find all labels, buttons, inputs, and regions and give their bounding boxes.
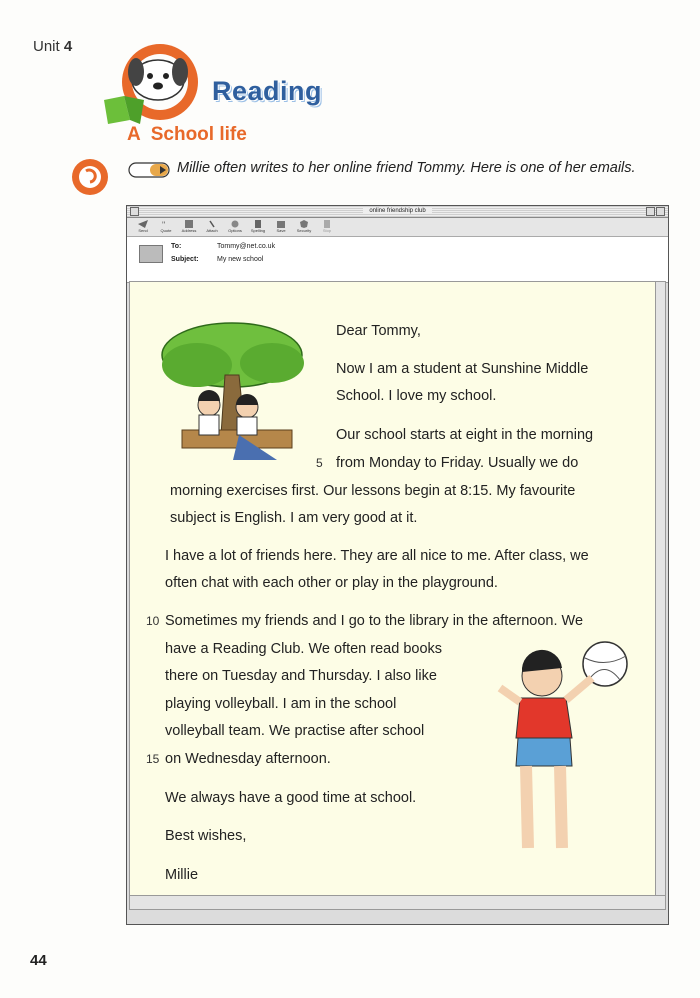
horizontal-scrollbar[interactable] — [130, 895, 665, 909]
line-number: 15 — [146, 752, 160, 766]
security-icon — [299, 220, 309, 228]
address-button[interactable]: Address — [179, 218, 199, 236]
collapse-icon[interactable] — [656, 207, 665, 216]
quote-icon — [161, 220, 171, 228]
letter-line: often chat with each other or play in the playground. — [165, 575, 498, 591]
signature: Millie — [165, 867, 199, 883]
options-icon — [230, 220, 240, 228]
section-letter: A — [127, 124, 141, 145]
letter-line: Sometimes my friends and I go to the library in the afternoon. We — [165, 613, 584, 629]
section-title: A School life — [127, 124, 247, 145]
letter-line: from Monday to Friday. Usually we do — [336, 455, 579, 471]
options-button[interactable]: Options — [225, 218, 245, 236]
letter-line: there on Tuesday and Thursday. I also like — [165, 668, 437, 684]
letter-line: Our school starts at eight in the morning — [336, 427, 594, 443]
intro-text: Millie often writes to her online friend Tommy. Here is one of her emails. — [177, 160, 636, 176]
closing: Best wishes, — [165, 828, 247, 844]
listen-icon[interactable] — [71, 158, 109, 196]
subject-label: Subject: — [171, 256, 199, 263]
line-number: 10 — [146, 614, 160, 628]
subject-field[interactable]: My new school — [217, 256, 264, 263]
letter-line: We always have a good time at school. — [165, 790, 417, 806]
email-header — [127, 237, 668, 283]
save-button[interactable]: Save — [271, 218, 291, 236]
to-field[interactable]: Tommy@net.co.uk — [217, 243, 276, 250]
vertical-scrollbar[interactable] — [655, 282, 665, 909]
window-titlebar[interactable] — [127, 206, 668, 218]
greeting: Dear Tommy, — [336, 323, 421, 339]
to-label: To: — [171, 243, 182, 250]
letter-line: School. I love my school. — [336, 388, 497, 404]
stop-icon — [322, 220, 332, 228]
save-icon — [276, 220, 286, 228]
students-under-tree-illustration — [147, 315, 317, 475]
unit-label: Unit 4 — [33, 38, 73, 55]
security-button[interactable]: Security — [294, 218, 314, 236]
boy-volleyball-illustration — [480, 638, 635, 858]
page-number: 44 — [30, 952, 47, 969]
envelope-icon — [139, 245, 163, 263]
letter-line: subject is English. I am very good at it. — [170, 510, 418, 526]
reading-title: Reading — [212, 76, 323, 106]
send-button[interactable]: Send — [133, 218, 153, 236]
stop-button[interactable]: Stop — [317, 218, 337, 236]
paperclip-icon — [207, 220, 217, 228]
letter-line: on Wednesday afternoon. — [165, 751, 331, 767]
address-book-icon — [184, 220, 194, 228]
line-number: 5 — [316, 456, 323, 470]
email-toolbar — [127, 218, 668, 237]
close-icon[interactable] — [130, 207, 139, 216]
send-icon — [138, 220, 148, 228]
play-toggle-icon[interactable] — [128, 162, 170, 178]
zoom-icon[interactable] — [646, 207, 655, 216]
letter-line: morning exercises first. Our lessons begin at 8:15. My favourite — [170, 483, 576, 499]
svg-text:": " — [162, 220, 166, 228]
spelling-button[interactable]: Spelling — [248, 218, 268, 236]
window-title: online friendship club — [363, 208, 431, 214]
letter-line: have a Reading Club. We often read books — [165, 641, 443, 657]
letter-line: Now I am a student at Sunshine Middle — [336, 361, 589, 377]
attach-button[interactable]: Attach — [202, 218, 222, 236]
letter-line: playing volleyball. I am in the school — [165, 696, 397, 712]
dog-mascot-icon — [100, 40, 210, 130]
letter-line: volleyball team. We practise after school — [165, 723, 425, 739]
spelling-icon — [253, 220, 263, 228]
quote-button[interactable]: " Quote — [160, 220, 172, 233]
letter-line: I have a lot of friends here. They are all nice to me. After class, we — [165, 548, 589, 564]
